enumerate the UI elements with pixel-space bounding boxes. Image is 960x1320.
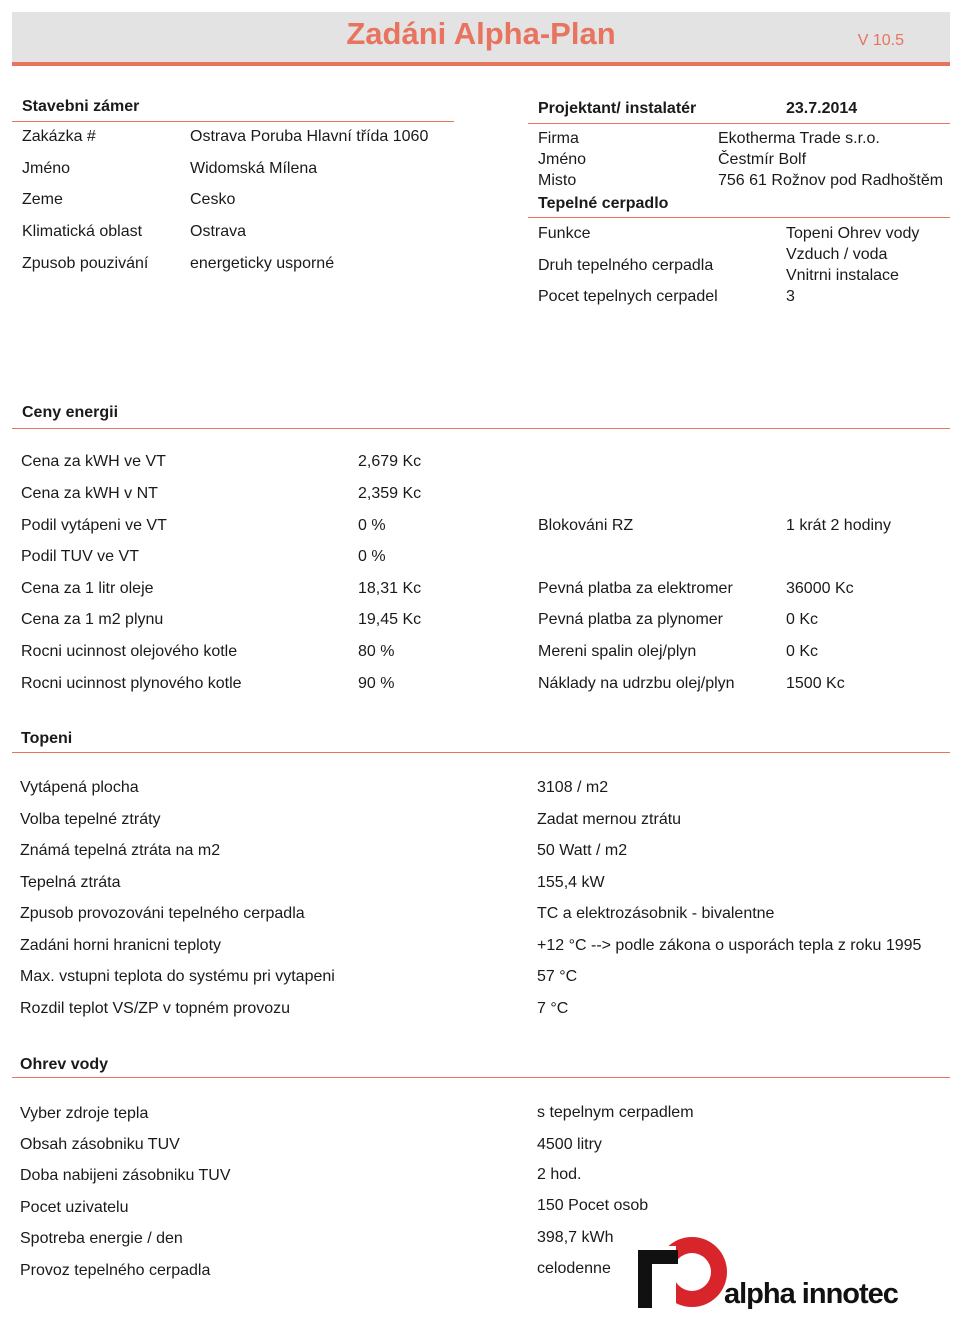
field-label: Zakázka # — [22, 128, 96, 145]
field-label: Spotreba energie / den — [20, 1230, 183, 1247]
field-label: Zadáni horni hranicni teploty — [20, 937, 222, 954]
document-date: 23.7.2014 — [786, 100, 858, 117]
field-value: 7 °C — [537, 1000, 569, 1017]
divider — [528, 217, 950, 218]
field-label: Jméno — [22, 160, 71, 177]
field-label: Pevná platba za plynomer — [538, 611, 723, 628]
version-label: V 10.5 — [857, 32, 904, 49]
section-heading-ceny: Ceny energii — [22, 404, 119, 421]
field-value: Cesko — [190, 191, 236, 208]
divider — [528, 123, 950, 124]
field-label: Klimatická oblast — [22, 223, 143, 240]
field-label: Funkce — [538, 225, 591, 242]
field-label: Blokováni RZ — [538, 517, 634, 534]
field-label: Pocet tepelnych cerpadel — [538, 288, 718, 305]
field-value: Zadat mernou ztrátu — [537, 811, 682, 828]
field-value: 3108 / m2 — [537, 779, 609, 796]
field-label: Cena za kWH v NT — [21, 485, 158, 502]
field-label: Náklady na udrzbu olej/plyn — [538, 675, 735, 692]
divider — [12, 1077, 950, 1078]
field-value: 2,359 Kc — [358, 485, 422, 502]
field-label: Známá tepelná ztráta na m2 — [20, 842, 221, 859]
field-value: 0 % — [358, 548, 386, 565]
field-label: Volba tepelné ztráty — [20, 811, 161, 828]
field-label: Pevná platba za elektromer — [538, 580, 733, 597]
field-label: Zeme — [22, 191, 63, 208]
field-label: Zpusob provozováni tepelného cerpadla — [20, 905, 305, 922]
field-label: Vytápená plocha — [20, 779, 139, 796]
section-heading-cerpadlo: Tepelné cerpadlo — [538, 195, 669, 212]
divider — [12, 121, 454, 122]
field-label: Zpusob pouzivání — [22, 255, 149, 272]
field-value: 18,31 Kc — [358, 580, 422, 597]
field-value: 0 Kc — [786, 611, 819, 628]
field-label: Firma — [538, 130, 579, 147]
section-heading-stavebni: Stavebni zámer — [22, 98, 140, 115]
field-label: Obsah zásobniku TUV — [20, 1136, 180, 1153]
field-label: Cena za 1 m2 plynu — [21, 611, 164, 628]
field-value: Ostrava Poruba Hlavní třída 1060 — [190, 128, 429, 145]
field-value: TC a elektrozásobnik - bivalentne — [537, 905, 775, 922]
field-value: Čestmír Bolf — [718, 151, 807, 168]
logo-wordmark: alpha innotec — [724, 1278, 898, 1310]
field-label: Rocni ucinnost plynového kotle — [21, 675, 242, 692]
field-value: Ekotherma Trade s.r.o. — [718, 130, 880, 147]
field-label: Rocni ucinnost olejového kotle — [21, 643, 238, 660]
field-value: 90 % — [358, 675, 395, 692]
field-value: 398,7 kWh — [537, 1229, 614, 1246]
field-label: Tepelná ztráta — [20, 874, 121, 891]
divider — [12, 428, 950, 429]
section-heading-ohrev: Ohrev vody — [20, 1056, 109, 1073]
field-label: Podil TUV ve VT — [21, 548, 139, 565]
field-value: 4500 litry — [537, 1136, 602, 1153]
field-label: Vyber zdroje tepla — [20, 1105, 149, 1122]
field-label: Doba nabijeni zásobniku TUV — [20, 1167, 231, 1184]
field-value: 80 % — [358, 643, 395, 660]
page-title: Zadáni Alpha-Plan — [346, 16, 616, 51]
alpha-innotec-logo-icon — [636, 1232, 732, 1312]
section-heading-projektant: Projektant/ instalatér — [538, 100, 697, 117]
field-label: Podil vytápeni ve VT — [21, 517, 167, 534]
field-value: +12 °C --> podle zákona o usporách tepla z roku 1995 — [537, 937, 922, 954]
field-value: 2 hod. — [537, 1166, 582, 1183]
field-label: Mereni spalin olej/plyn — [538, 643, 697, 660]
field-label: Druh tepelného cerpadla — [538, 257, 714, 274]
field-value: Ostrava — [190, 223, 247, 240]
field-value: 150 Pocet osob — [537, 1197, 649, 1214]
field-label: Rozdil teplot VS/ZP v topném provozu — [20, 1000, 291, 1017]
field-value: energeticky usporné — [190, 255, 335, 272]
field-label: Pocet uzivatelu — [20, 1199, 129, 1216]
field-value: 3 — [786, 288, 795, 305]
field-label: Cena za kWH ve VT — [21, 453, 166, 470]
field-value: 19,45 Kc — [358, 611, 422, 628]
field-value: 155,4 kW — [537, 874, 605, 891]
field-value: Widomská Mílena — [190, 160, 318, 177]
field-value: Vnitrni instalace — [786, 267, 899, 284]
field-value: 0 Kc — [786, 643, 819, 660]
field-value: 1500 Kc — [786, 675, 845, 692]
field-value: 1 krát 2 hodiny — [786, 517, 891, 534]
field-label: Cena za 1 litr oleje — [21, 580, 154, 597]
field-label: Jméno — [538, 151, 587, 168]
field-value: s tepelnym cerpadlem — [537, 1104, 694, 1121]
divider — [12, 752, 950, 753]
field-label: Provoz tepelného cerpadla — [20, 1262, 211, 1279]
field-label: Max. vstupni teplota do systému pri vytapeni — [20, 968, 335, 985]
field-value: Topeni Ohrev vody — [786, 225, 920, 242]
section-heading-topeni: Topeni — [21, 730, 73, 747]
field-value: 36000 Kc — [786, 580, 854, 597]
field-label: Misto — [538, 172, 577, 189]
field-value: celodenne — [537, 1260, 611, 1277]
field-value: 50 Watt / m2 — [537, 842, 628, 859]
title-banner — [12, 12, 950, 66]
field-value: 57 °C — [537, 968, 578, 985]
field-value: Vzduch / voda — [786, 246, 888, 263]
field-value: 756 61 Rožnov pod Radhoštěm — [718, 172, 944, 189]
field-value: 0 % — [358, 517, 386, 534]
field-value: 2,679 Kc — [358, 453, 422, 470]
